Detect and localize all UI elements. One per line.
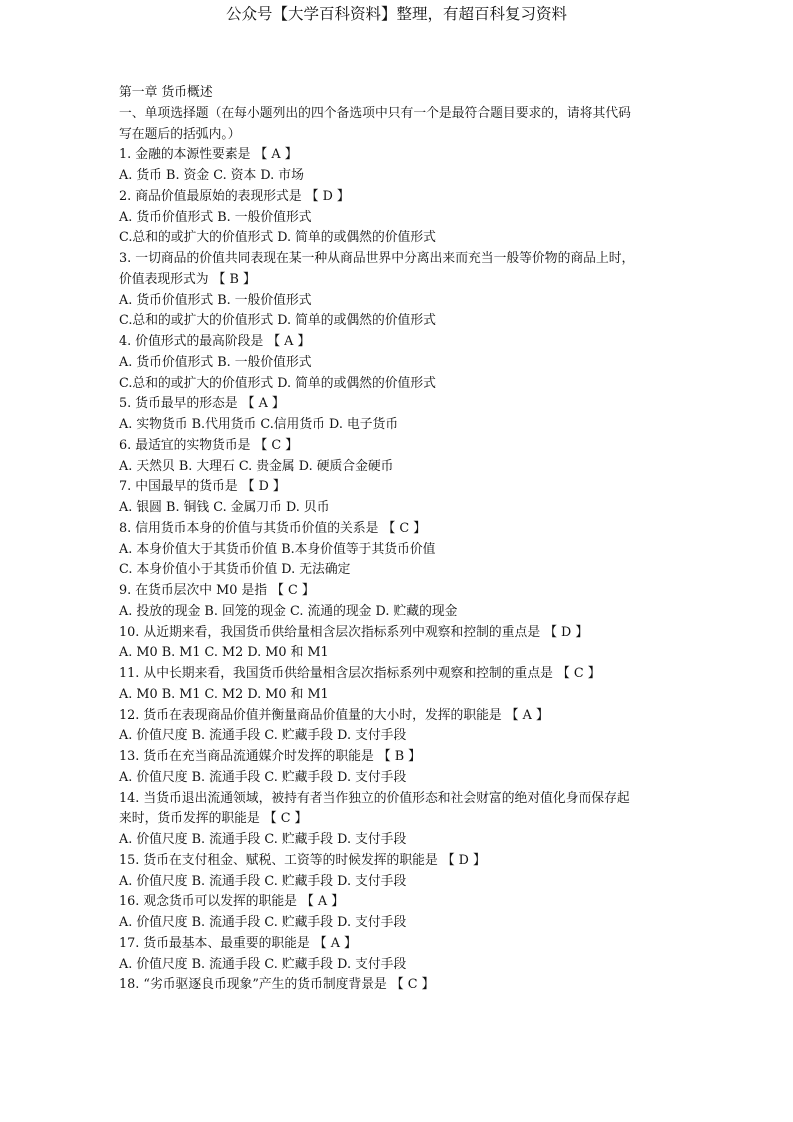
chapter-title: 第一章 货币概述	[119, 85, 213, 100]
options-4a: A. 货币价值形式 B. 一般价值形式	[119, 354, 312, 370]
section-heading-cont: 写在题后的括弧内。）	[119, 126, 241, 142]
options-5: A. 实物货币 B.代用货币 C.信用货币 D. 电子货币	[119, 417, 399, 432]
question-3: 3. 一切商品的价值共同表现在某一种从商品世界中分离出来而充当一般等价物的商品上时，	[119, 251, 635, 266]
options-16: A. 价值尺度 B. 流通手段 C. 贮藏手段 D. 支付手段	[119, 915, 407, 930]
question-13: 13. 货币在充当商品流通媒介时发挥的职能是 【 B 】	[119, 749, 421, 764]
section-heading: 一、单项选择题（在每小题列出的四个备选项中只有一个是最符合题目要求的，请将其代码	[119, 105, 631, 121]
question-5: 5. 货币最早的形态是 【 A 】	[119, 396, 285, 412]
options-17: A. 价值尺度 B. 流通手段 C. 贮藏手段 D. 支付手段	[119, 956, 407, 972]
page-header: 公众号【大学百科资料】整理，有超百科复习资料	[225, 5, 567, 23]
options-10: A. M0 B. M1 C. M2 D. M0 和 M1	[119, 645, 329, 661]
question-14-cont: 来时，货币发挥的职能是 【 C 】	[119, 811, 308, 827]
options-13: A. 价值尺度 B. 流通手段 C. 贮藏手段 D. 支付手段	[119, 769, 407, 785]
options-6: A. 天然贝 B. 大理石 C. 贵金属 D. 硬质合金硬币	[119, 458, 394, 474]
question-15: 15. 货币在支付租金、赋税、工资等的时候发挥的职能是 【 D 】	[119, 852, 486, 868]
question-9: 9. 在货币层次中 M0 是指 【 C 】	[119, 583, 315, 598]
question-2: 2. 商品价值最原始的表现形式是 【 D 】	[119, 188, 350, 204]
question-8: 8. 信用货币本身的价值与其货币价值的关系是 【 C 】	[119, 520, 427, 536]
options-8a: A. 本身价值大于其货币价值 B.本身价值等于其货币价值	[119, 541, 436, 557]
options-8b: C. 本身价值小于其货币价值 D. 无法确定	[119, 562, 351, 578]
options-1: A. 货币 B. 资金 C. 资本 D. 市场	[119, 168, 304, 183]
question-4: 4. 价值形式的最高阶段是 【 A 】	[119, 334, 311, 349]
question-11: 11. 从中长期来看，我国货币供给量相含层次指标系列中观察和控制的重点是 【 C 】	[119, 666, 601, 681]
options-4b: C.总和的或扩大的价值形式 D. 简单的或偶然的价值形式	[119, 375, 436, 391]
question-16: 16. 观念货币可以发挥的职能是 【 A 】	[119, 894, 345, 910]
options-15: A. 价值尺度 B. 流通手段 C. 贮藏手段 D. 支付手段	[119, 873, 407, 889]
question-18: 18. “劣币驱逐良币现象”产生的货币制度背景是 【 C 】	[119, 977, 435, 993]
options-3b: C.总和的或扩大的价值形式 D. 简单的或偶然的价值形式	[119, 313, 436, 329]
options-2a: A. 货币价值形式 B. 一般价值形式	[119, 209, 312, 225]
options-14: A. 价值尺度 B. 流通手段 C. 贮藏手段 D. 支付手段	[119, 832, 407, 847]
options-12: A. 价值尺度 B. 流通手段 C. 贮藏手段 D. 支付手段	[119, 728, 407, 744]
question-3-cont: 价值表现形式为 【 B 】	[119, 271, 256, 287]
question-12: 12. 货币在表现商品价值并衡量商品价值量的大小时，发挥的职能是 【 A 】	[119, 707, 549, 723]
question-14: 14. 当货币退出流通领域，被持有者当作独立的价值形态和社会财富的绝对值化身而保存起	[119, 790, 630, 806]
question-17: 17. 货币最基本、最重要的职能是 【 A 】	[119, 935, 357, 951]
options-3a: A. 货币价值形式 B. 一般价值形式	[119, 292, 312, 308]
document-body	[119, 83, 684, 996]
question-7: 7. 中国最早的货币是 【 D 】	[119, 479, 286, 495]
options-9: A. 投放的现金 B. 回笼的现金 C. 流通的现金 D. 贮藏的现金	[119, 603, 458, 619]
question-6: 6. 最适宜的实物货币是 【 C 】	[119, 437, 299, 453]
options-2b: C.总和的或扩大的价值形式 D. 简单的或偶然的价值形式	[119, 230, 436, 246]
options-11: A. M0 B. M1 C. M2 D. M0 和 M1	[119, 686, 329, 702]
options-7: A. 银圆 B. 铜钱 C. 金属刀币 D. 贝币	[119, 500, 330, 515]
question-10: 10. 从近期来看，我国货币供给量相含层次指标系列中观察和控制的重点是 【 D 】	[119, 624, 589, 640]
question-1: 1. 金融的本源性要素是 【 A 】	[119, 147, 298, 163]
